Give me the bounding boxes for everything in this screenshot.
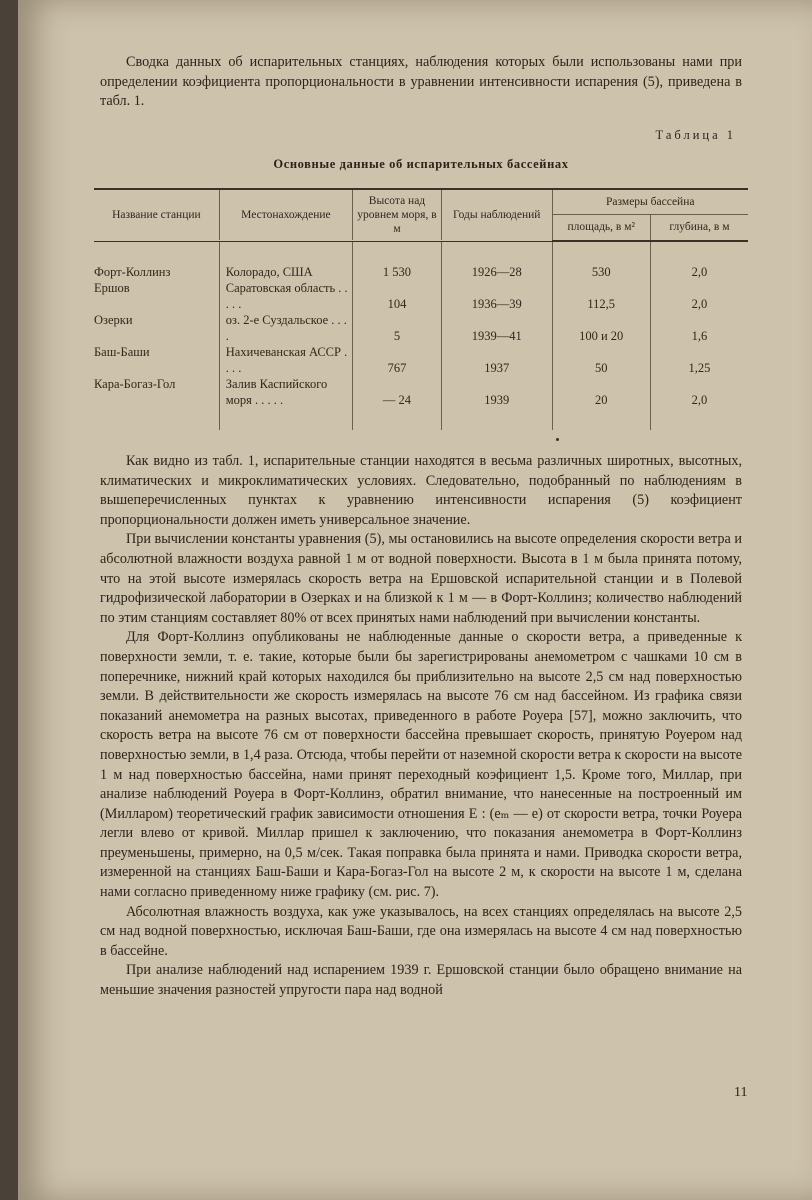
table-title: Основные данные об испарительных бассейнах <box>273 157 569 171</box>
table-row <box>94 376 748 408</box>
separator-dot <box>556 438 559 441</box>
header-height: Высота над уровнем моря, в м <box>353 189 442 240</box>
row-area: 100 и 20 <box>552 312 650 344</box>
header-area: площадь, в м² <box>552 215 650 240</box>
paragraph: Для Форт-Коллинз опубликованы не наблюденные данные о скорости ветра, а приведенные к поверхности земли, т. е. такие, которые были бы зарегистрированы анемометром с чашками 10 см в поперечнике, нижний край которых находился бы приблизительно на высоте 2,5 см над поверхностью земли. В действительности же скорость измерялась на высоте 76 см над бассейном. Из графика связи показаний анемометра на разных высотах, приведенного в работе Роуера [57], можно заключить, что скорость ветра на высоте 76 см от поверхности бассейна превышает скорость, принятую Роуером над поверхностью земли, в 1,4 раза. Отсюда, чтобы перейти от наземной скорости ветра к скорости на высоте 1 м над поверхностью бассейна, нами принят переходный коэфициент 1,5. Кроме того, Миллар, при анализе наблюдений Роуера в Форт-Коллинз, обратил внимание, что нанесенные на построенный им (Милларом) теоретический график зависимости отношения E : (eₘ — e) от скорости ветра, точки Роуера легли влево от кривой. Миллар пришел к заключению, что показания анемометра в Форт-Коллинз преуменьшены, примерно, на 0,5 м/сек. Такая поправка была принята и нами. Приводка скорости ветра, измеренной на станциях Баш-Баши и Кара-Богаз-Гол на высоте 2 м, к скорости на высоте 1 м, сделана нами согласно приведенному ниже графику (см. рис. 7). <box>100 629 742 901</box>
row-years: 1936—39 <box>441 280 552 312</box>
row-years: 1939—41 <box>441 312 552 344</box>
row-height: — 24 <box>353 376 442 408</box>
table-row <box>94 264 748 280</box>
row-depth: 1,6 <box>650 312 748 344</box>
header-years: Годы наблюдений <box>441 189 552 240</box>
row-height: 1 530 <box>353 264 442 280</box>
header-dims: Размеры бассейна <box>552 189 748 215</box>
row-years: 1926—28 <box>441 264 552 280</box>
paragraph: При анализе наблюдений над испарением 1939 г. Ершовской станции было обращено внимание на меньшие значения разностей упругости пара над водной <box>100 962 742 999</box>
row-name: Кара-Богаз-Гол <box>94 376 176 391</box>
row-location: Залив Каспийского моря . . . . . <box>219 376 352 408</box>
row-depth: 2,0 <box>650 280 748 312</box>
row-years: 1939 <box>441 376 552 408</box>
table-label: Таблица 1 <box>655 128 736 142</box>
book-page <box>18 0 812 1200</box>
row-area: 530 <box>552 264 650 280</box>
paragraph: Как видно из табл. 1, испарительные станции находятся в весьма различных широтных, высотных, климатических и микроклиматических условиях. Следовательно, подобранный по наблюдениям в вышеперечисленных пунктах к уравнению интенсивности испарения (5) коэфициент пропорциональности должен иметь универсальное значение. <box>100 453 742 528</box>
header-location: Местонахождение <box>219 189 352 240</box>
row-area: 112,5 <box>552 280 650 312</box>
row-years: 1937 <box>441 344 552 376</box>
intro-paragraph <box>100 53 742 112</box>
row-location: оз. 2-е Суздальское . . . . <box>219 312 352 344</box>
header-depth: глубина, в м <box>650 215 748 240</box>
row-location: Нахичеванская АССР . . . . <box>219 344 352 376</box>
stations-table <box>94 188 748 430</box>
row-area: 50 <box>552 344 650 376</box>
intro-text: Сводка данных об испарительных станциях, наблюдения которых были использованы нами при определении коэфициента пропорциональности в уравнении интенсивности испарения (5), приведена в табл. 1. <box>100 54 742 110</box>
row-height: 5 <box>353 312 442 344</box>
row-depth: 2,0 <box>650 376 748 408</box>
table-row <box>94 280 748 312</box>
row-depth: 2,0 <box>650 264 748 280</box>
paragraph: При вычислении константы уравнения (5), мы остановились на высоте определения скорости ветра и абсолютной влажности воздуха равной 1 м от водной поверхности. Высота в 1 м была принята потому, что на этой высоте измерялась скорость ветра на Ершовской испарительной станции и в Полевой гидрофизической лаборатории в Озерках и на близкой к 1 м — в Форт-Коллинз; количество наблюдений по этим станциям составляет 80% от всех принятых нами наблюдений при вычислении константы. <box>100 531 742 626</box>
body-text <box>100 452 742 1001</box>
row-name: Баш-Баши <box>94 344 150 359</box>
page-number: 11 <box>734 1085 748 1100</box>
row-height: 104 <box>353 280 442 312</box>
row-name: Ершов <box>94 280 130 295</box>
row-depth: 1,25 <box>650 344 748 376</box>
row-height: 767 <box>353 344 442 376</box>
table-row <box>94 312 748 344</box>
row-name: Форт-Коллинз <box>94 264 171 279</box>
row-location: Колорадо, США <box>219 264 352 280</box>
row-name: Озерки <box>94 312 133 327</box>
header-name: Название станции <box>94 189 219 240</box>
row-location: Саратовская область . . . . . <box>219 280 352 312</box>
table-row <box>94 344 748 376</box>
row-area: 20 <box>552 376 650 408</box>
paragraph: Абсолютная влажность воздуха, как уже указывалось, на всех станциях определялась на высоте 2,5 см над водной поверхностью, исключая Баш-Баши, где она измерялась на высоте 4 см над поверхностью в бассейне. <box>100 903 742 959</box>
